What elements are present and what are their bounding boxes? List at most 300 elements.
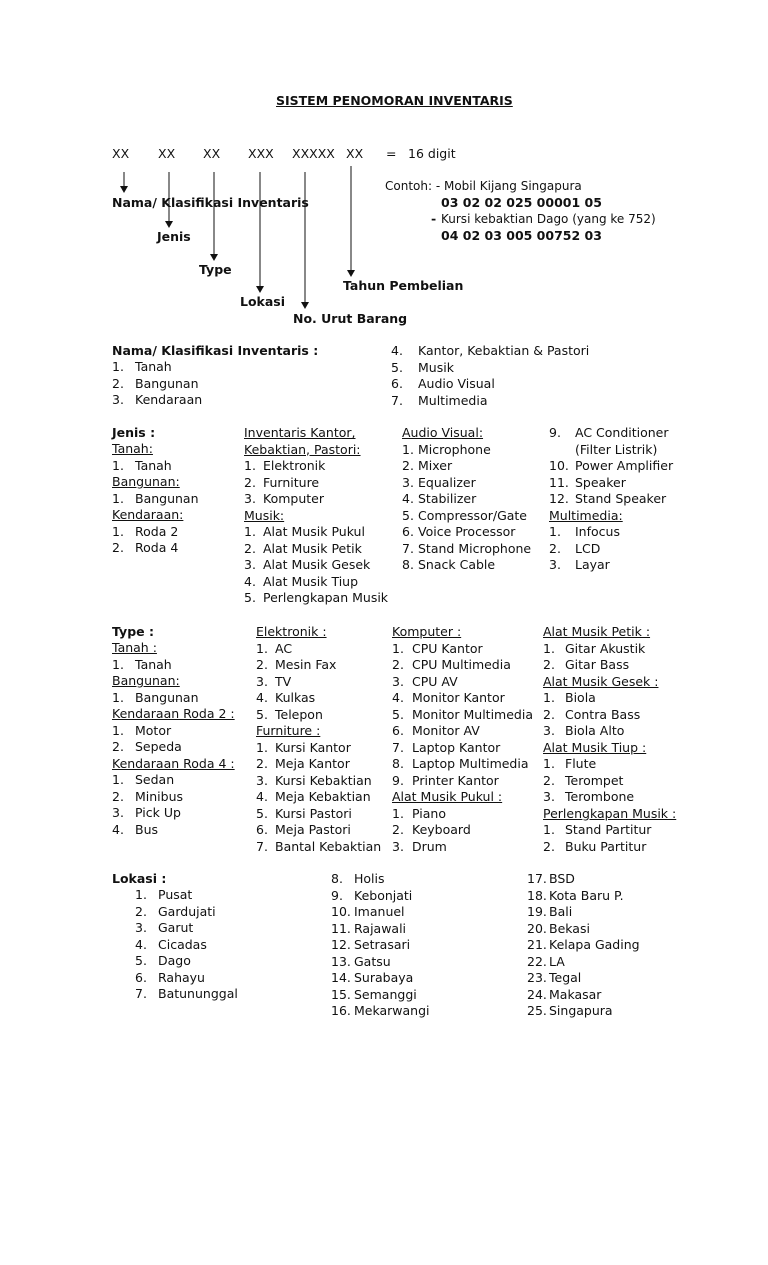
label-no-urut: No. Urut Barang [293,311,408,326]
list-item [392,822,533,839]
list-item [543,773,676,790]
list-item-text: Snack Cable [418,557,496,572]
list-item [112,805,235,822]
list-item-text: Bangunan [135,375,199,391]
list-item [112,474,199,491]
list-subheading: Audio Visual: [402,425,484,440]
list-item [112,822,235,839]
list-item-text: Terombone [565,789,635,804]
list-item-text: Rajawali [354,920,407,936]
list-item-number: 4. [392,690,404,705]
list-item-text: Stabilizer [418,491,477,506]
list-item-number: 11. [549,474,569,490]
example-code-2: 04 02 03 005 00752 03 [441,228,602,243]
example-dash: - [431,211,437,226]
list-item-number: 1. [256,739,268,755]
list-item-text: Alat Musik Pukul [263,524,365,539]
list-item [549,425,673,442]
list-item-number: 1. [543,756,555,771]
list-item-number: 9. [331,887,343,903]
list-item-text: Bekasi [549,920,590,936]
list-subheading: Bangunan: [112,474,180,489]
list-item-number: 4. [135,936,147,952]
list-item-number: 4. [256,690,268,705]
list-item [244,557,388,574]
list-item [135,920,238,937]
list-item-number: 8. [402,557,414,572]
list-item [527,987,640,1004]
type-list-4 [543,624,676,855]
list-item-number: 5. [391,359,403,375]
list-item [331,888,430,905]
list-item [256,773,381,790]
segment-jenis: XX [158,146,176,161]
list-item-number: 4. [391,343,403,358]
list-item-number: 2. [543,772,555,788]
list-item-text: Kota Baru P. [549,887,624,903]
list-item [112,524,199,541]
list-item-text: Kantor, Kebaktian & Pastori [418,343,590,358]
list-item-text: Motor [135,722,172,738]
list-item [543,789,676,806]
list-item-number: 18. [527,887,547,903]
jenis-list-4 [549,425,673,574]
list-item [112,640,235,657]
list-item [391,393,589,410]
list-item-text: Roda 2 [135,523,179,539]
list-item [543,707,676,724]
list-item [392,773,533,790]
list-item [392,657,533,674]
equals-sign: = [386,146,397,161]
list-item-number: 1. [549,524,561,539]
list-subheading: Bangunan: [112,673,180,688]
list-item-text: CPU Kantor [412,640,483,656]
list-item [244,458,388,475]
list-subheading: Perlengkapan Musik : [543,805,677,821]
list-item-text: Musik [418,359,454,375]
list-item [549,508,673,525]
list-item-text: Setrasari [354,937,411,952]
list-subheading: Tanah: [112,441,153,456]
list-item-text: Komputer [263,491,324,506]
list-item [256,806,381,823]
list-item-number: 1. [244,524,256,539]
list-item [543,723,676,740]
list-item-text: Monitor Kantor [412,690,505,705]
list-item-number: 5. [135,953,147,968]
list-item [392,789,533,806]
list-item [112,673,235,690]
list-item-number: 20. [527,920,547,936]
list-item [543,822,676,839]
list-item-text: Meja Kebaktian [275,789,371,804]
list-item-text: Elektronik [263,458,326,473]
list-item-text: Surabaya [354,970,414,985]
list-item-number: 23. [527,970,547,985]
list-item [331,1003,430,1020]
list-item-text: Alat Musik Tiup [263,573,359,589]
list-item-number: 3. [256,673,268,689]
list-item-text: Minibus [135,788,184,804]
list-item-number: 1. [112,772,124,787]
list-item-number: 1. [112,359,124,374]
list-item-text: Semanggi [354,986,417,1002]
list-item-text: Tanah [135,656,172,672]
list-item [112,690,235,707]
list-item-text: Meja Pastori [275,822,351,837]
list-item [402,508,531,525]
list-item-text: Piano [412,805,446,821]
list-item-text: Laptop Kantor [412,739,501,755]
jenis-heading: Jenis : [112,425,156,440]
list-item-number: 6. [135,969,147,985]
list-item-number: 7. [256,838,268,854]
list-item [135,887,238,904]
list-item [331,904,430,921]
list-item-number: 4. [112,821,124,837]
list-item [244,491,388,508]
list-item-number: 2. [112,375,124,391]
list-item-text: Contra Bass [565,706,641,722]
list-item [256,674,381,691]
list-item [392,839,533,856]
list-item [112,657,235,674]
list-item-text: Gardujati [158,903,216,919]
list-item-text: Sedan [135,772,175,787]
list-item [543,641,676,658]
list-item-text: Makasar [549,986,602,1002]
list-item-number: 1. [112,656,124,672]
list-item-number: 4. [256,789,268,804]
list-item [402,475,531,492]
list-item-text: Mekarwangi [354,1003,430,1018]
list-item-text: Kendaraan [135,392,203,407]
list-item-number: 1. [543,640,555,656]
list-item-text: Furniture [263,474,320,490]
list-item-number: 3. [392,838,404,854]
list-item-number: 3. [543,723,555,738]
list-item [244,524,388,541]
list-item [549,491,673,508]
list-item [527,921,640,938]
list-item [331,921,430,938]
segment-no-urut: XXXXX [292,146,335,161]
list-item-number: 6. [391,376,403,391]
list-item [527,937,640,954]
list-item [244,425,388,442]
klasifikasi-list-2 [391,343,589,409]
list-item [549,458,673,475]
list-subheading: Inventaris Kantor, [244,425,356,440]
list-item-number: 1. [135,887,147,902]
type-list-3 [392,624,533,855]
list-item [391,343,589,360]
list-item [543,690,676,707]
list-item [402,442,531,459]
list-item-text: Kelapa Gading [549,937,640,952]
list-item-number: 2. [112,788,124,804]
list-item-number: 1. [112,689,124,705]
list-item-number: 4. [402,491,414,506]
list-item [256,624,381,641]
list-subheading: Alat Musik Gesek : [543,673,659,689]
list-item-text: Printer Kantor [412,772,499,788]
list-item-text: Kursi Kantor [275,739,351,755]
list-subheading: Tanah : [112,640,157,655]
list-item-number: 5. [402,507,414,523]
list-item-text: Imanuel [354,904,405,919]
list-item [402,491,531,508]
list-item-number: 1. [392,805,404,821]
list-item [543,657,676,674]
list-item [256,756,381,773]
list-item-number: 5. [256,805,268,821]
list-item-text: AC Conditioner [575,425,669,440]
list-item-text: Infocus [575,524,620,539]
list-item [135,953,238,970]
list-item-text: Buku Partitur [565,838,647,854]
list-item-number: 22. [527,953,547,969]
list-item [527,888,640,905]
list-item-number: 9. [549,425,561,440]
page-title: SISTEM PENOMORAN INVENTARIS [276,93,513,108]
lokasi-list-2 [331,871,430,1020]
list-item [549,557,673,574]
list-item [112,706,235,723]
list-subheading: Kendaraan Roda 4 : [112,755,235,771]
list-item [256,690,381,707]
list-item [392,806,533,823]
list-item-number: 1. [402,441,414,457]
list-item-text: Pick Up [135,805,181,820]
list-item [256,707,381,724]
list-item-text: LCD [575,540,601,556]
list-item-number: 19. [527,904,547,919]
list-item [135,904,238,921]
list-item-number: 4. [244,573,256,589]
list-item-text: Mixer [418,458,453,473]
list-item-text: CPU Multimedia [412,657,511,672]
list-item [112,376,202,393]
label-lokasi: Lokasi [240,294,286,309]
list-item [402,557,531,574]
list-item-number: 5. [244,590,256,605]
list-item [256,789,381,806]
list-item [402,524,531,541]
jenis-list-3 [402,425,531,574]
list-item-number: 3. [543,789,555,804]
example-heading: Contoh: - Mobil Kijang Singapura [385,179,582,193]
list-item [392,674,533,691]
list-item-text: Kebonjati [354,887,413,903]
list-item [256,641,381,658]
list-item-text: Holis [354,871,385,886]
list-item-text: AC [275,640,293,656]
list-item-text: Kulkas [275,690,316,705]
list-item-number: 7. [392,739,404,755]
list-item-number: 6. [392,723,404,738]
segment-lokasi: XXX [248,146,274,161]
list-item [527,970,640,987]
list-item [256,657,381,674]
list-item-number: 3. [402,474,414,490]
list-item [244,541,388,558]
list-item [527,871,640,888]
list-item-number: 11. [331,920,351,936]
list-item [135,937,238,954]
list-item-text: Bus [135,821,159,837]
list-item-number: 10. [549,458,569,473]
list-item [392,707,533,724]
list-item-text: TV [275,673,292,689]
list-item-text: CPU AV [412,673,458,689]
list-item-number: 12. [331,937,351,952]
list-item [527,954,640,971]
list-item-text: Flute [565,756,597,771]
list-item [112,540,199,557]
segment-type: XX [203,146,221,161]
label-type: Type [199,262,232,277]
list-item [392,641,533,658]
list-item [331,871,430,888]
list-item-number: 2. [244,540,256,556]
list-item [543,756,676,773]
list-item-text: Equalizer [418,474,476,490]
list-item-text: Monitor Multimedia [412,706,533,722]
list-item [331,954,430,971]
list-item [112,789,235,806]
list-item-number: 8. [392,756,404,771]
list-item-number: 16. [331,1003,351,1018]
list-item-number: 2. [402,458,414,473]
list-item-text: Meja Kantor [275,756,350,771]
list-item-number: 7. [135,986,147,1001]
label-jenis: Jenis [157,229,191,244]
list-item-text: Drum [412,838,447,854]
list-item [244,475,388,492]
list-item-text: Batununggal [158,986,238,1001]
list-item-number: 10. [331,904,351,919]
list-item-number: 2. [256,657,268,672]
list-item-text: Kursi Pastori [275,805,352,821]
list-item [543,806,676,823]
segment-nama: XX [112,146,130,161]
list-item [543,674,676,691]
list-item-number: 1. [543,822,555,837]
list-subheading: Musik: [244,507,285,523]
list-item-number: 1. [244,458,256,473]
list-item-number: 2. [543,838,555,854]
list-item-number: 7. [391,392,403,408]
list-item-number: 5. [392,706,404,722]
label-nama: Nama/ Klasifikasi Inventaris [112,195,309,210]
list-item [112,359,202,376]
list-item-text: Stand Partitur [565,822,652,837]
list-item-number: 1. [543,690,555,705]
list-item-text: BSD [549,871,575,886]
list-item-number: 3. [244,557,256,572]
list-item-text: Singapura [549,1003,613,1018]
list-item-text: Speaker [575,474,626,490]
list-item [244,590,388,607]
list-item-number: 2. [543,657,555,672]
type-heading: Type : [112,624,154,639]
list-subheading: Komputer : [392,624,462,639]
list-item-text: Biola Alto [565,723,625,738]
list-item-text: Tegal [549,970,582,985]
type-list-1 [112,640,235,838]
list-item-text: Multimedia [418,392,488,408]
list-item-text: Stand Speaker [575,491,667,506]
list-item-number: 3. [135,920,147,935]
list-item-number: 14. [331,970,351,985]
list-item-number: 3. [112,805,124,820]
list-item-number: 8. [331,871,343,886]
list-item [392,723,533,740]
list-item [543,839,676,856]
list-item-text: Gitar Akustik [565,640,646,656]
list-subheading: Alat Musik Tiup : [543,739,647,755]
list-item [543,624,676,641]
list-item [402,425,531,442]
list-item [331,937,430,954]
list-item-text: LA [549,953,565,969]
list-item [135,970,238,987]
list-subheading: Furniture : [256,723,321,738]
list-item-text: Layar [575,557,610,572]
list-item-number: 15. [331,986,351,1002]
list-subheading: Kendaraan Roda 2 : [112,706,235,721]
list-item-number: 2. [392,822,404,837]
list-item-number: 6. [256,822,268,837]
list-item-text: Dago [158,953,191,968]
list-subheading: Kendaraan: [112,507,184,522]
list-item-text: (Filter Listrik) [575,441,658,457]
list-item-text: Roda 4 [135,540,179,555]
list-item-number: 25. [527,1003,547,1018]
list-item-number: 2. [543,706,555,722]
list-item [549,524,673,541]
list-item-number: 12. [549,491,569,506]
list-item-number: 6. [402,524,414,539]
list-item-text: Bantal Kebaktian [275,838,382,854]
list-item-text: Tanah [135,359,172,374]
list-item-number: 2. [392,657,404,672]
list-item [549,442,673,459]
list-item [112,491,199,508]
list-item-text: Power Amplifier [575,458,674,473]
lokasi-heading: Lokasi : [112,871,167,886]
list-item-text: Garut [158,920,194,935]
list-item-text: Cicadas [158,936,207,952]
list-item-text: Telepon [275,706,323,722]
type-list-2 [256,624,381,855]
list-item [392,624,533,641]
list-subheading: Kebaktian, Pastori: [244,441,361,457]
list-item-text: Pusat [158,887,193,902]
list-item-text: Kursi Kebaktian [275,772,372,788]
list-item-number: 3. [392,673,404,689]
list-item-number: 1. [112,490,124,506]
list-item-text: Bangunan [135,689,199,705]
list-item-number: 3. [112,392,124,407]
list-item-text: Voice Processor [418,524,516,539]
list-item-number: 1. [392,640,404,656]
list-item [112,392,202,409]
total-digits: 16 digit [408,146,456,161]
list-item-text: Alat Musik Gesek [263,557,371,572]
